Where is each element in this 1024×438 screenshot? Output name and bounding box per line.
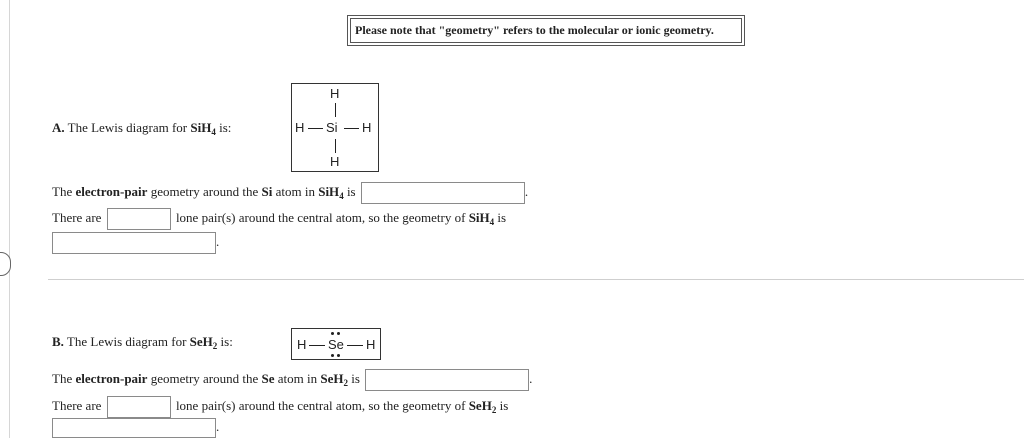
section-b-geometry-line: .	[52, 418, 219, 438]
section-a-lonepair-line: There are lone pair(s) around the central atom, so the geometry of SiH$_4$ is	[52, 208, 506, 230]
section-b-diagram-label: B. The Lewis diagram for SeH$_2$ is:	[52, 334, 233, 351]
sih4-lone-pairs-input[interactable]	[107, 208, 171, 230]
section-a-epg-line: The electron-pair geometry around the Si atom in SiH$_4$ is .	[52, 182, 528, 204]
lewis-atom-right: H	[362, 120, 372, 135]
geometry-note-box	[347, 15, 745, 46]
lone-pair-dot	[337, 332, 340, 335]
section-b-formula: SeH$_2$	[189, 334, 218, 351]
section-divider	[48, 279, 1024, 280]
section-a-formula: SiH$_4$	[190, 120, 216, 137]
section-a-diagram-label: A. The Lewis diagram for SiH$_4$ is:	[52, 120, 232, 137]
lewis-bond-top	[335, 103, 336, 117]
seh2-electron-pair-geometry-input[interactable]	[365, 369, 529, 391]
geometry-note-text: Please note that "geometry" refers to the molecular or ionic geometry.	[350, 18, 742, 43]
lewis-bond-right	[347, 345, 363, 346]
lewis-bond-bottom	[335, 139, 336, 153]
section-b-letter: B.	[52, 334, 64, 349]
section-b-epg-line: The electron-pair geometry around the Se atom in SeH$_2$ is .	[52, 369, 532, 391]
lewis-atom-left: H	[297, 337, 307, 352]
lewis-bond-right	[344, 128, 359, 129]
lewis-bond-left	[308, 128, 323, 129]
lone-pair-dot	[331, 332, 334, 335]
section-b-lonepair-line: There are lone pair(s) around the central atom, so the geometry of SeH$_2$ is	[52, 396, 508, 418]
lone-pair-dot	[331, 354, 334, 357]
seh2-lone-pairs-input[interactable]	[107, 396, 171, 418]
lone-pair-dot	[337, 354, 340, 357]
section-a-letter: A.	[52, 120, 65, 135]
left-border	[0, 0, 10, 438]
seh2-lewis-diagram	[291, 328, 381, 360]
sih4-electron-pair-geometry-input[interactable]	[361, 182, 525, 204]
lewis-atom-right: H	[366, 337, 376, 352]
lewis-atom-center: Se	[328, 337, 344, 352]
sih4-lewis-diagram	[291, 83, 379, 172]
lewis-atom-left: H	[295, 120, 305, 135]
seh2-molecular-geometry-input[interactable]	[52, 418, 216, 438]
lewis-bond-left	[309, 345, 325, 346]
lewis-atom-top: H	[330, 86, 340, 101]
lewis-atom-bottom: H	[330, 154, 340, 169]
section-a-geometry-line: .	[52, 232, 219, 254]
sih4-molecular-geometry-input[interactable]	[52, 232, 216, 254]
lewis-atom-center: Si	[326, 120, 338, 135]
